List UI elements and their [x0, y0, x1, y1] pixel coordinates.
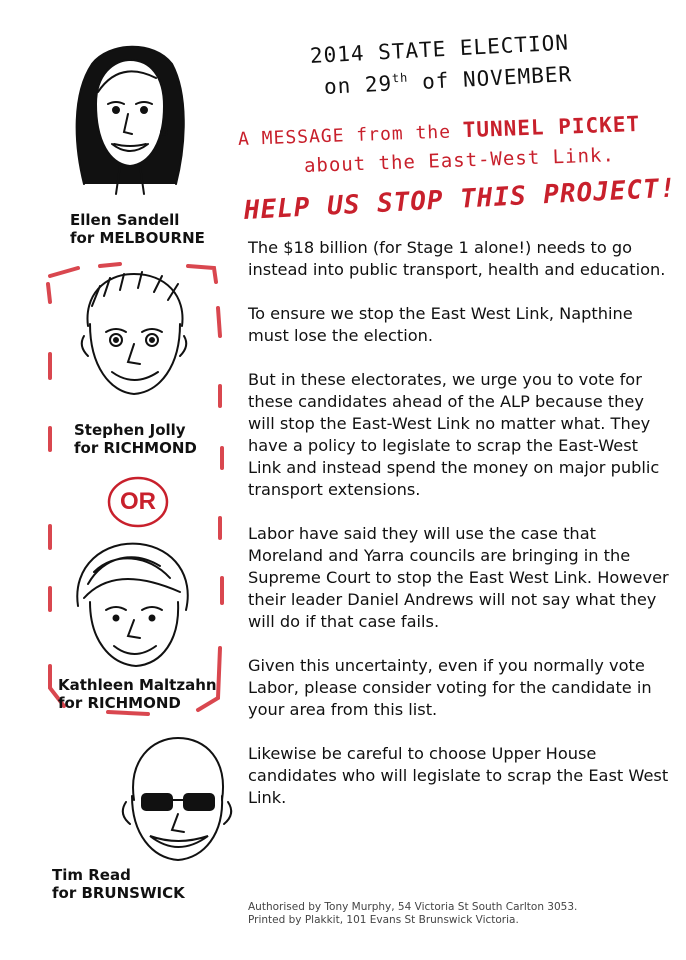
candidate-name: Stephen Jolly [74, 421, 186, 439]
date-month: of NOVEMBER [407, 62, 573, 95]
candidate-name: Tim Read [52, 866, 131, 884]
kathleen-maltzahn-portrait [64, 536, 204, 676]
tunnel-picket: TUNNEL PICKET [462, 111, 641, 143]
or-label: OR [120, 488, 156, 515]
paragraph-4: Labor have said they will use the case that Moreland and Yarra councils are bringing in the Supreme Court to stop the East West Link. However their leader Daniel Andrews will not say what they will do if that case fails. [248, 524, 669, 631]
election-date [323, 62, 572, 99]
candidate-tim-read [52, 866, 185, 902]
date-suffix: th [391, 70, 409, 86]
slogan: HELP US STOP THIS PROJECT! [243, 173, 678, 226]
candidate-ellen-sandell [70, 211, 205, 247]
paragraph-5: Given this uncertainty, even if you normally vote Labor, please consider voting for the candidate in your area from this list. [248, 656, 652, 719]
candidate-kathleen-maltzahn [58, 676, 217, 712]
paragraph-2: To ensure we stop the East West Link, Napthine must lose the election. [248, 304, 633, 345]
message-prefix: A MESSAGE from the [237, 121, 464, 150]
message-subline: about the East-West Link. [303, 144, 616, 177]
candidate-stephen-jolly [74, 421, 197, 457]
body-text [248, 237, 673, 815]
candidate-name: Kathleen Maltzahn [58, 676, 217, 694]
authorisation-line-1: Authorised by Tony Murphy, 54 Victoria St South Carlton 3053. [248, 901, 578, 913]
candidate-name: Ellen Sandell [70, 211, 180, 229]
paragraph-6: Likewise be careful to choose Upper House candidates who will legislate to scrap the East West Link. [248, 744, 669, 807]
authorisation [248, 901, 577, 927]
candidate-electorate: for RICHMOND [58, 694, 181, 712]
tim-read-portrait [112, 730, 242, 866]
message-line [238, 112, 641, 150]
paragraph-1: The $18 billion (for Stage 1 alone!) needs to go instead into public transport, health and education. [248, 238, 666, 279]
candidate-electorate: for MELBOURNE [70, 229, 205, 247]
election-title: 2014 STATE ELECTION [309, 30, 570, 68]
ellen-sandell-portrait [64, 34, 194, 204]
candidate-electorate: for RICHMOND [74, 439, 197, 457]
authorisation-line-2: Printed by Plakkit, 101 Evans St Brunswick Victoria. [248, 914, 519, 926]
stephen-jolly-portrait [70, 266, 200, 406]
date-prefix: on 29 [323, 71, 393, 99]
paragraph-3: But in these electorates, we urge you to vote for these candidates ahead of the ALP because they will stop the East-West Link no matter what. They have a policy to legislate to scrap the East-West Link and instead spend the money on major public transport extensions. [248, 370, 660, 499]
candidate-electorate: for BRUNSWICK [52, 884, 185, 902]
